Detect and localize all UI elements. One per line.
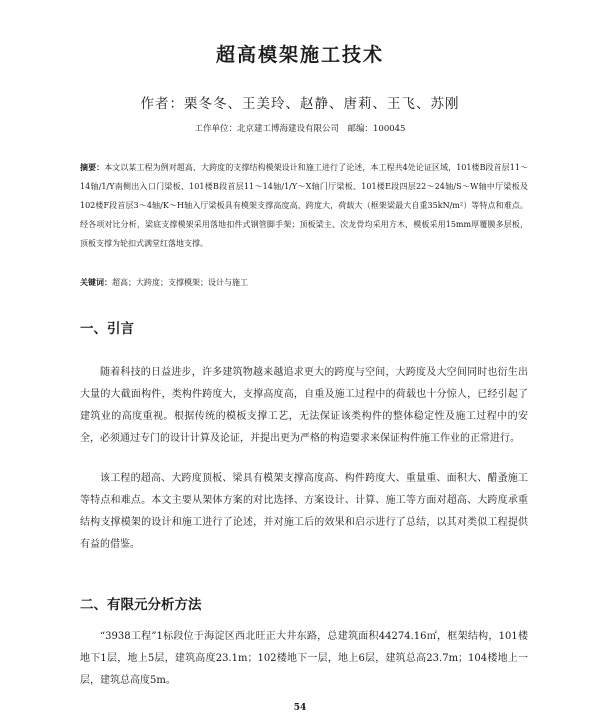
keywords-label: 关键词： [80, 277, 112, 287]
keywords [80, 277, 528, 288]
section-heading-fem-method: 二、有限元分析方法 [80, 597, 202, 613]
abstract-label: 摘要： [80, 162, 105, 172]
fem-paragraph-1: “3938工程”1标段位于海淀区西北旺正大井东路，总建筑面积44274.16㎡，框架结构，101楼地下1层，地上5层，建筑高度23.1m；102楼地下一层，地上6层，建筑总高23.7m；104楼地上一层，建筑总高度5m。 [80, 631, 528, 686]
author-list: 作者：栗冬冬、王美玲、赵静、唐莉、王飞、苏刚 [140, 96, 460, 112]
affiliation-line: 工作单位：北京建工博海建设有限公司 邮编：100045 [194, 124, 406, 134]
keywords-text: 超高；大跨度；支撑模架；设计与施工 [112, 278, 248, 287]
abstract-text: 本文以某工程为例对超高、大跨度的支撑结构模架设计和施工进行了论述，本工程共4处论证区域，101楼B段首层11～14轴/1/Y南侧出入口门梁板、101楼B段首层11～14轴/1/Y～X轴门厅梁板、101楼E段四层22～24轴/S～W轴中厅梁板及102楼F段首层3～4轴/K～H轴入厅梁板具有模架支撑高度高，跨度大，荷载大（框架梁最大自重35kN/m²）等特点和难点。经各项对比分析，梁底支撑模架采用落地扣件式钢管脚手架；顶板梁主、次龙骨均采用方木，模板采用15mm厚覆膜多层板，顶板支撑为轮扣式满堂红落地支撑。 [80, 163, 528, 248]
section-heading-introduction: 一、引言 [80, 321, 134, 337]
intro-paragraph-1: 随着科技的日益进步，许多建筑物越来越追求更大的跨度与空间，大跨度及大空间同时也衍生出大量的大截面构件，类构件跨度大，支撑高度高，自重及施工过程中的荷载也十分惊人，已经引起了建筑业的高度重视。根据传统的模板支撑工艺，无法保证该类构件的整体稳定性及施工过程中的安全，必须通过专门的设计计算及论证，并提出更为严格的构造要求来保证构件施工作业的正常进行。 [80, 367, 528, 444]
paper-title: 超高模架施工技术 [215, 44, 384, 66]
abstract [80, 158, 528, 253]
intro-paragraph-2: 该工程的超高、大跨度顶板、梁具有模架支撑高度高、构件跨度大、重量重、面积大、醋蚤施工等特点和难点。本文主要从架体方案的对比选择、方案设计、计算、施工等方面对超高、大跨度承重结构支撑模架的设计和施工进行了论述，并对施工后的效果和启示进行了总结，以其对类似工程提供有益的借鉴。 [80, 473, 528, 550]
page-number: 54 [293, 703, 307, 713]
